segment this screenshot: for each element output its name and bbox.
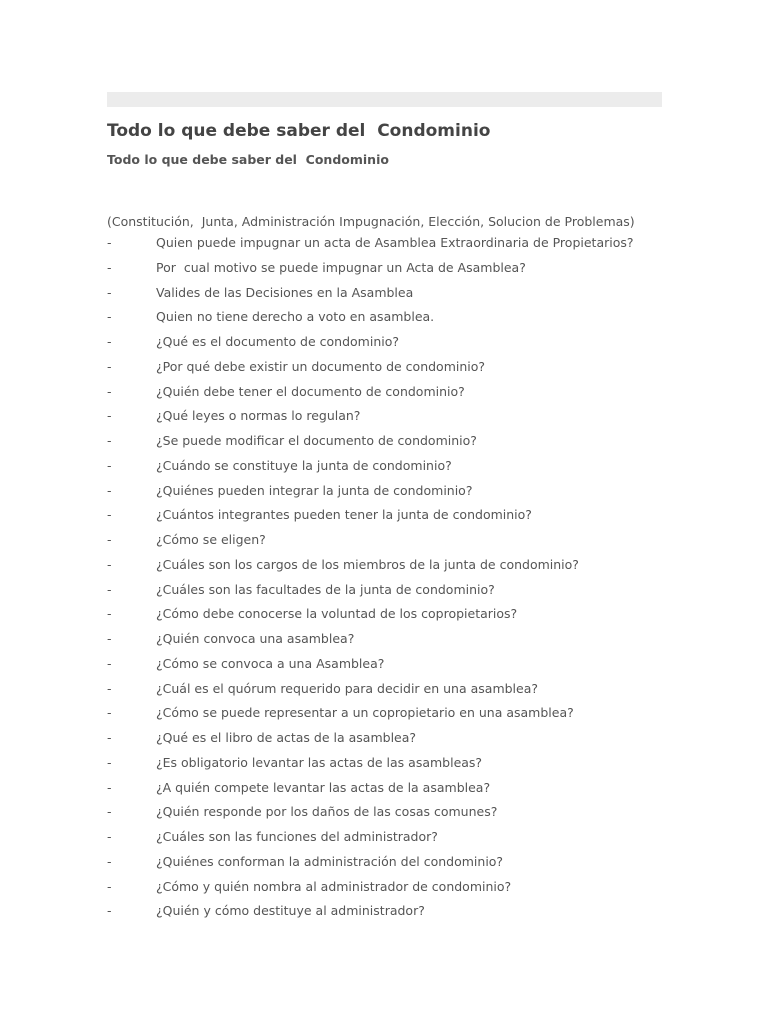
dash-bullet: -	[107, 606, 112, 622]
question-text: Quien no tiene derecho a voto en asamblea.	[156, 309, 435, 325]
dash-bullet: -	[107, 730, 112, 745]
dash-bullet: -	[107, 235, 112, 250]
question-item	[107, 680, 662, 705]
dash-bullet: -	[107, 482, 112, 498]
question-text: ¿Se puede modificar el documento de condominio?	[156, 433, 477, 448]
dash-bullet: -	[107, 433, 112, 448]
question-item	[107, 878, 662, 903]
question-text: ¿Quién responde por los daños de las cosas comunes?	[156, 804, 498, 820]
question-text: ¿Quiénes pueden integrar la junta de condominio?	[156, 482, 473, 498]
question-text: ¿Cómo y quién nombra al administrador de condominio?	[156, 878, 512, 894]
question-item	[107, 853, 662, 878]
question-item	[107, 605, 662, 630]
dash-bullet: -	[107, 804, 112, 820]
dash-bullet: -	[107, 309, 112, 325]
dash-bullet: -	[107, 507, 112, 523]
dash-bullet: -	[107, 705, 112, 721]
question-text: ¿Cuáles son las funciones del administrador?	[156, 829, 438, 844]
topics-line: (Constitución, Junta, Administración Impugnación, Elección, Solucion de Problemas)	[107, 214, 635, 229]
question-text: ¿Cómo se eligen?	[156, 532, 266, 547]
question-item	[107, 457, 662, 482]
dash-bullet: -	[107, 655, 112, 671]
question-item	[107, 630, 662, 655]
dash-bullet: -	[107, 631, 112, 646]
question-item	[107, 432, 662, 457]
question-text: ¿Cuántos integrantes pueden tener la junta de condominio?	[156, 507, 532, 523]
dash-bullet: -	[107, 829, 112, 844]
question-item	[107, 729, 662, 754]
question-item	[107, 704, 662, 729]
question-text: ¿Cuándo se constituye la junta de condominio?	[156, 457, 452, 473]
question-text: ¿Quién convoca una asamblea?	[156, 631, 355, 646]
question-item	[107, 754, 662, 779]
question-item	[107, 581, 662, 606]
question-text: ¿Cuál es el quórum requerido para decidir en una asamblea?	[156, 680, 539, 696]
dash-bullet: -	[107, 259, 112, 275]
question-item	[107, 482, 662, 507]
question-text: ¿Quién debe tener el documento de condominio?	[156, 383, 465, 399]
question-item	[107, 556, 662, 581]
dash-bullet: -	[107, 457, 112, 473]
dash-bullet: -	[107, 853, 112, 869]
question-text: ¿Quién y cómo destituye al administrador?	[156, 903, 425, 919]
question-text: ¿Cómo se convoca a una Asamblea?	[156, 655, 385, 671]
dash-bullet: -	[107, 754, 112, 770]
dash-bullet: -	[107, 779, 112, 795]
dash-bullet: -	[107, 878, 112, 894]
question-item	[107, 407, 662, 432]
question-text: ¿Por qué debe existir un documento de condominio?	[156, 358, 486, 374]
header-bar	[107, 92, 662, 107]
question-list	[107, 234, 662, 927]
question-text: ¿Qué es el documento de condominio?	[156, 334, 400, 349]
question-item	[107, 828, 662, 853]
question-text: Quien puede impugnar un acta de Asamblea Extraordinaria de Propietarios?	[156, 235, 634, 250]
question-item	[107, 308, 662, 333]
question-text: ¿Cómo debe conocerse la voluntad de los copropietarios?	[156, 606, 518, 622]
question-item	[107, 506, 662, 531]
page-title: Todo lo que debe saber del Condominio	[107, 121, 491, 141]
question-item	[107, 234, 662, 259]
dash-bullet: -	[107, 358, 112, 374]
question-text: ¿Qué es el libro de actas de la asamblea?	[156, 730, 417, 745]
dash-bullet: -	[107, 581, 112, 597]
question-item	[107, 284, 662, 309]
dash-bullet: -	[107, 680, 112, 696]
dash-bullet: -	[107, 532, 112, 547]
dash-bullet: -	[107, 334, 112, 349]
question-text: ¿Es obligatorio levantar las actas de las asambleas?	[156, 754, 483, 770]
question-item	[107, 779, 662, 804]
question-text: ¿A quién compete levantar las actas de la asamblea?	[156, 779, 491, 795]
question-text: ¿Cuáles son los cargos de los miembros de la junta de condominio?	[156, 556, 579, 572]
question-item	[107, 655, 662, 680]
document-page	[107, 92, 662, 927]
question-text: ¿Cuáles son las facultades de la junta de condominio?	[156, 581, 495, 597]
question-text: ¿Qué leyes o normas lo regulan?	[156, 408, 361, 424]
question-text: Por cual motivo se puede impugnar un Acta de Asamblea?	[156, 259, 526, 275]
question-item	[107, 383, 662, 408]
dash-bullet: -	[107, 408, 112, 424]
question-text: ¿Cómo se puede representar a un copropietario en una asamblea?	[156, 705, 574, 721]
dash-bullet: -	[107, 284, 112, 300]
question-item	[107, 358, 662, 383]
question-item	[107, 902, 662, 927]
dash-bullet: -	[107, 556, 112, 572]
question-text: ¿Quiénes conforman la administración del condominio?	[156, 853, 504, 869]
page-subtitle: Todo lo que debe saber del Condominio	[107, 152, 389, 167]
question-item	[107, 531, 662, 556]
question-item	[107, 803, 662, 828]
question-text: Valides de las Decisiones en la Asamblea	[156, 284, 414, 300]
dash-bullet: -	[107, 903, 112, 919]
question-item	[107, 259, 662, 284]
dash-bullet: -	[107, 383, 112, 399]
question-item	[107, 333, 662, 358]
